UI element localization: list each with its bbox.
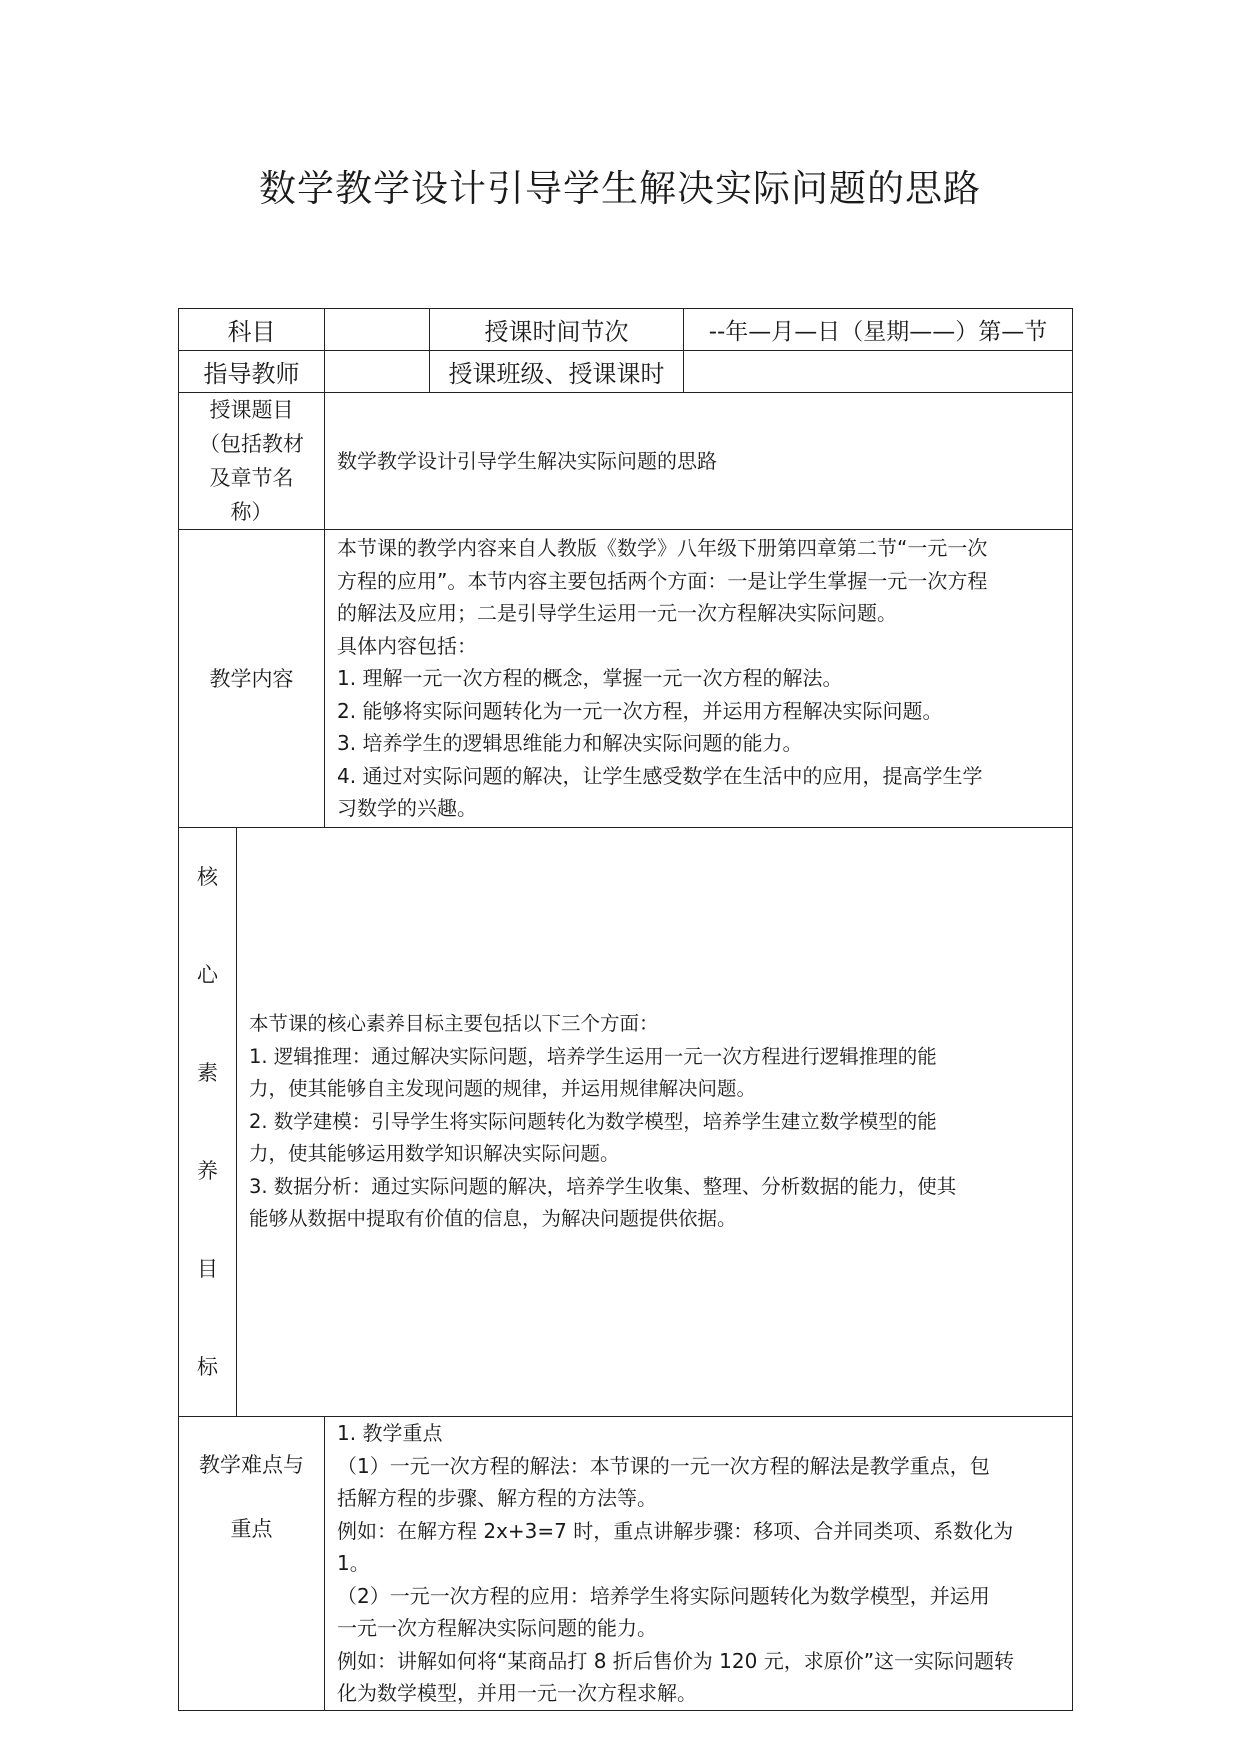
core-line: 力，使其能够运用数学知识解决实际问题。 (249, 1142, 620, 1166)
topic-label-line: 授课题目 (209, 398, 294, 422)
key-line: 1. 教学重点 (337, 1421, 443, 1446)
content-line: 方程的应用”。本节内容主要包括两个方面：一是让学生掌握一元一次方程 (337, 568, 988, 593)
core-label-char: 素 (197, 1061, 218, 1085)
core-text (237, 828, 1073, 1417)
key-line: 例如：在解方程 2x+3=7 时，重点讲解步骤：移项、合并同类项、系数化为 (337, 1518, 1014, 1543)
key-line: 例如：讲解如何将“某商品打 8 折后售价为 120 元，求原价”这一实际问题转 (337, 1648, 1015, 1673)
row-core (179, 828, 1073, 1417)
subject-value (325, 309, 430, 351)
core-label-char: 养 (197, 1159, 218, 1183)
core-label-char: 目 (197, 1257, 218, 1281)
core-line: 3. 数据分析：通过实际问题的解决，培养学生收集、整理、分析数据的能力，使其 (249, 1174, 957, 1198)
row-content (179, 530, 1073, 828)
teacher-value (325, 351, 430, 393)
topic-label-line: 及章节名 (209, 466, 294, 490)
core-label-char: 标 (197, 1355, 218, 1379)
content-line: 习数学的兴趣。 (337, 796, 477, 821)
content-line: 1. 理解一元一次方程的概念，掌握一元一次方程的解法。 (337, 666, 843, 691)
core-line: 1. 逻辑推理：通过解决实际问题，培养学生运用一元一次方程进行逻辑推理的能 (249, 1044, 937, 1068)
row-key-points (179, 1417, 1073, 1711)
content-line: 具体内容包括： (337, 633, 477, 658)
content-label: 教学内容 (179, 530, 325, 828)
content-line: 本节课的教学内容来自人教版《数学》八年级下册第四章第二节“一元一次 (337, 536, 988, 561)
key-line: 化为数学模型，并用一元一次方程求解。 (337, 1681, 697, 1706)
core-line: 能够从数据中提取有价值的信息，为解决问题提供依据。 (249, 1207, 737, 1231)
key-label (179, 1417, 325, 1711)
content-line: 4. 通过对实际问题的解决，让学生感受数学在生活中的应用，提高学生学 (337, 763, 983, 788)
document-title: 数学教学设计引导学生解决实际问题的思路 (259, 167, 981, 210)
content-text (325, 530, 1073, 828)
topic-label-line: （包括教材 (199, 432, 304, 456)
topic-value: 数学教学设计引导学生解决实际问题的思路 (325, 393, 1073, 530)
row-teacher-class (179, 351, 1073, 393)
key-line: （1）一元一次方程的解法：本节课的一元一次方程的解法是教学重点，包 (337, 1453, 990, 1478)
time-value: --年—月—日（星期——）第—节 (684, 309, 1073, 351)
class-value (684, 351, 1073, 393)
core-label (179, 828, 237, 1417)
teacher-label: 指导教师 (179, 351, 325, 393)
lesson-plan-table (178, 308, 1073, 1711)
class-label: 授课班级、授课课时 (430, 351, 684, 393)
subject-label: 科目 (179, 309, 325, 351)
row-topic (179, 393, 1073, 530)
core-line: 本节课的核心素养目标主要包括以下三个方面： (249, 1012, 659, 1036)
key-line: 一元一次方程解决实际问题的能力。 (337, 1616, 657, 1641)
time-label: 授课时间节次 (430, 309, 684, 351)
core-line: 力，使其能够自主发现问题的规律，并运用规律解决问题。 (249, 1077, 757, 1101)
key-label-line: 教学难点与 (199, 1453, 304, 1477)
key-line: 括解方程的步骤、解方程的方法等。 (337, 1486, 657, 1511)
content-line: 的解法及应用；二是引导学生运用一元一次方程解决实际问题。 (337, 601, 897, 626)
key-text (325, 1417, 1073, 1711)
core-label-char: 核 (197, 865, 218, 889)
row-subject-time (179, 309, 1073, 351)
key-line: 1。 (337, 1551, 370, 1576)
key-label-line: 重点 (230, 1517, 273, 1541)
key-line: （2）一元一次方程的应用：培养学生将实际问题转化为数学模型，并运用 (337, 1583, 990, 1608)
core-label-char: 心 (197, 963, 218, 987)
content-line: 3. 培养学生的逻辑思维能力和解决实际问题的能力。 (337, 731, 803, 756)
core-line: 2. 数学建模：引导学生将实际问题转化为数学模型，培养学生建立数学模型的能 (249, 1109, 937, 1133)
topic-label-line: 称） (230, 500, 273, 524)
topic-label (179, 393, 325, 530)
content-line: 2. 能够将实际问题转化为一元一次方程，并运用方程解决实际问题。 (337, 698, 943, 723)
